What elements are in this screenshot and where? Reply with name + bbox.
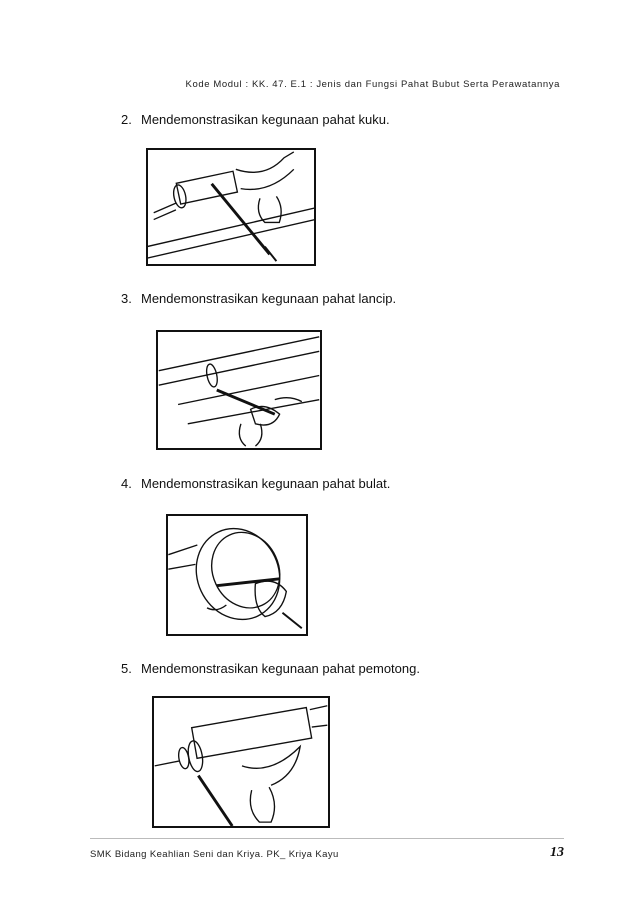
gouge-chisel-illustration	[146, 148, 316, 266]
list-item-3	[121, 291, 396, 306]
list-item-2	[121, 112, 390, 127]
item-text: Mendemonstrasikan kegunaan pahat lancip.	[141, 291, 397, 306]
skew-chisel-illustration	[156, 330, 322, 450]
item-text: Mendemonstrasikan kegunaan pahat kuku.	[141, 112, 390, 127]
item-text: Mendemonstrasikan kegunaan pahat bulat.	[141, 476, 391, 491]
list-item-4	[121, 476, 390, 491]
page-number: 13	[550, 845, 564, 860]
footer-divider	[90, 838, 564, 839]
list-item-5	[121, 661, 420, 676]
item-number: 5.	[121, 661, 132, 676]
parting-tool-illustration	[152, 696, 330, 828]
item-number: 2.	[121, 112, 132, 127]
module-header: Kode Modul : KK. 47. E.1 : Jenis dan Fungsi Pahat Bubut Serta Perawatannya	[185, 79, 560, 90]
item-number: 3.	[121, 291, 132, 306]
item-text: Mendemonstrasikan kegunaan pahat pemotong.	[141, 661, 420, 676]
round-nose-chisel-illustration	[166, 514, 308, 636]
footer-school: SMK Bidang Keahlian Seni dan Kriya. PK_ Kriya Kayu	[90, 849, 339, 860]
item-number: 4.	[121, 476, 132, 491]
